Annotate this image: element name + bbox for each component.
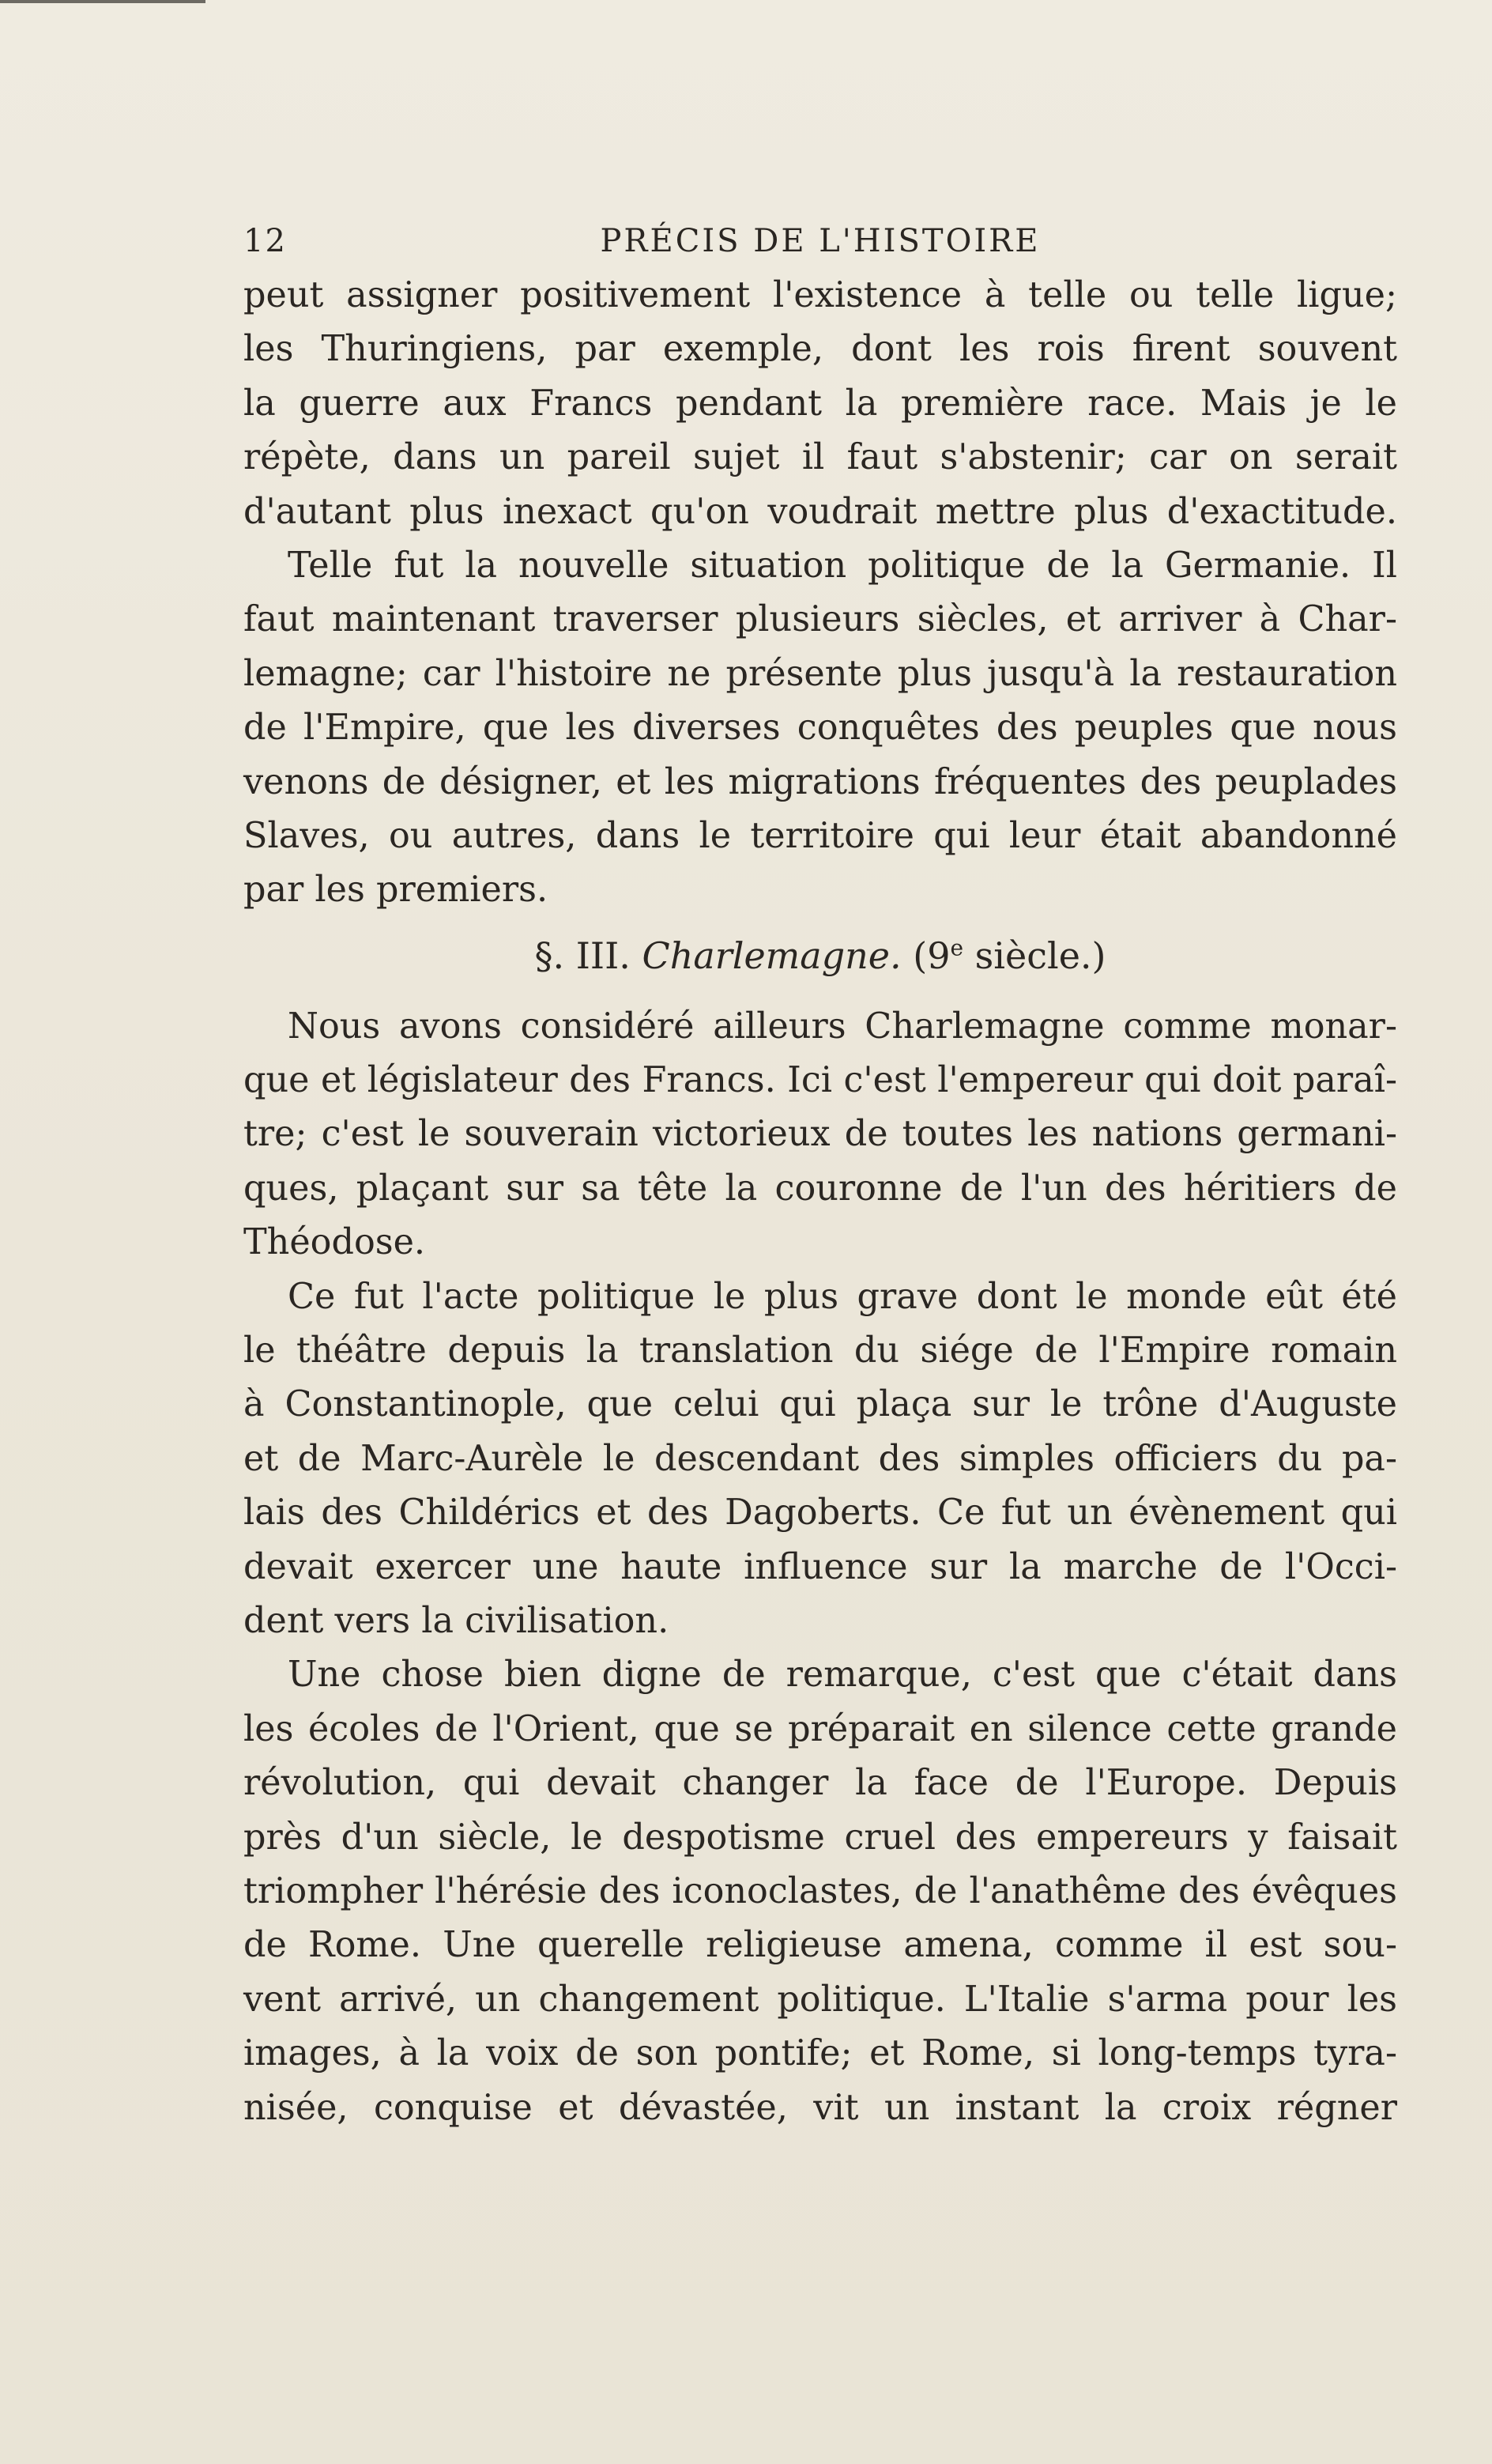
text-line: Slaves, ou autres, dans le territoire qui leur était abandonné: [243, 815, 1397, 856]
section-title: Charlemagne.: [642, 934, 902, 977]
text-line: que et législateur des Francs. Ici c'est l'empereur qui doit paraî-: [243, 1060, 1397, 1101]
page-edge-shadow: [0, 0, 205, 3]
text-line: nisée, conquise et dévastée, vit un instant la croix régner: [243, 2087, 1397, 2128]
text-line: images, à la voix de son pontife; et Rome, si long-temps tyra-: [243, 2033, 1397, 2074]
text-line: vent arrivé, un changement politique. L'Italie s'arma pour les: [243, 1979, 1397, 2020]
paragraph: [243, 1270, 1397, 1649]
text-line: de Rome. Une querelle religieuse amena, comme il est sou-: [243, 1925, 1397, 1966]
section-heading: [243, 918, 1397, 1000]
text-line: lais des Childérics et des Dagoberts. Ce fut un évènement qui: [243, 1492, 1397, 1534]
page-number: 12: [243, 223, 287, 259]
text-line: devait exercer une haute influence sur la marche de l'Occi-: [243, 1546, 1397, 1587]
text-line: de l'Empire, que les diverses conquêtes des peuples que nous: [243, 708, 1397, 749]
paragraph: [243, 1000, 1397, 1270]
text-line: les Thuringiens, par exemple, dont les rois firent souvent: [243, 329, 1397, 370]
text-line: et de Marc-Aurèle le descendant des simples officiers du pa-: [243, 1438, 1397, 1479]
section-century-open: (9: [913, 934, 951, 977]
running-title: PRÉCIS DE L'HISTOIRE: [600, 223, 1041, 259]
text-line: révolution, qui devait changer la face de l'Europe. Depuis: [243, 1763, 1397, 1804]
running-head: [243, 213, 1397, 269]
text-line: lemagne; car l'histoire ne présente plus jusqu'à la restauration: [243, 653, 1397, 694]
text-block: [243, 213, 1397, 2135]
text-line: venons de désigner, et les migrations fréquentes des peuplades: [243, 761, 1397, 802]
text-line: le théâtre depuis la translation du siége de l'Empire romain: [243, 1330, 1397, 1372]
paragraph: [243, 539, 1397, 918]
text-line: faut maintenant traverser plusieurs siècles, et arriver à Char-: [243, 599, 1397, 640]
text-line: les écoles de l'Orient, que se préparait en silence cette grande: [243, 1708, 1397, 1749]
text-line: Telle fut la nouvelle situation politique de la Germanie. Il: [288, 545, 1397, 586]
text-line: ques, plaçant sur sa tête la couronne de l'un des héritiers de: [243, 1168, 1397, 1209]
section-century-close: siècle.): [963, 934, 1106, 977]
section-number: §. III.: [534, 934, 631, 977]
text-line: peut assigner positivement l'existence à telle ou telle ligue;: [243, 275, 1397, 315]
text-line: Nous avons considéré ailleurs Charlemagne comme monar-: [288, 1006, 1397, 1047]
text-line: d'autant plus inexact qu'on voudrait mettre plus d'exactitude.: [243, 491, 1397, 532]
text-line: près d'un siècle, le despotisme cruel des empereurs y faisait: [243, 1817, 1397, 1858]
section-century-sup: e: [950, 934, 964, 961]
text-line: Une chose bien digne de remarque, c'est que c'était dans: [288, 1655, 1397, 1696]
paragraph: [243, 1648, 1397, 2135]
text-line: répète, dans un pareil sujet il faut s'abstenir; car on serait: [243, 437, 1397, 478]
text-line: par les premiers.: [243, 870, 548, 911]
text-line: dent vers la civilisation.: [243, 1600, 669, 1641]
text-line: Ce fut l'acte politique le plus grave dont le monde eût été: [288, 1276, 1397, 1317]
text-line: Théodose.: [243, 1222, 426, 1263]
text-line: la guerre aux Francs pendant la première race. Mais je le: [243, 383, 1397, 424]
text-line: triompher l'hérésie des iconoclastes, de l'anathême des évêques: [243, 1870, 1397, 1911]
text-line: à Constantinople, que celui qui plaça sur le trône d'Auguste: [243, 1384, 1397, 1425]
text-line: tre; c'est le souverain victorieux de toutes les nations germani-: [243, 1114, 1397, 1155]
paragraph: [243, 269, 1397, 539]
